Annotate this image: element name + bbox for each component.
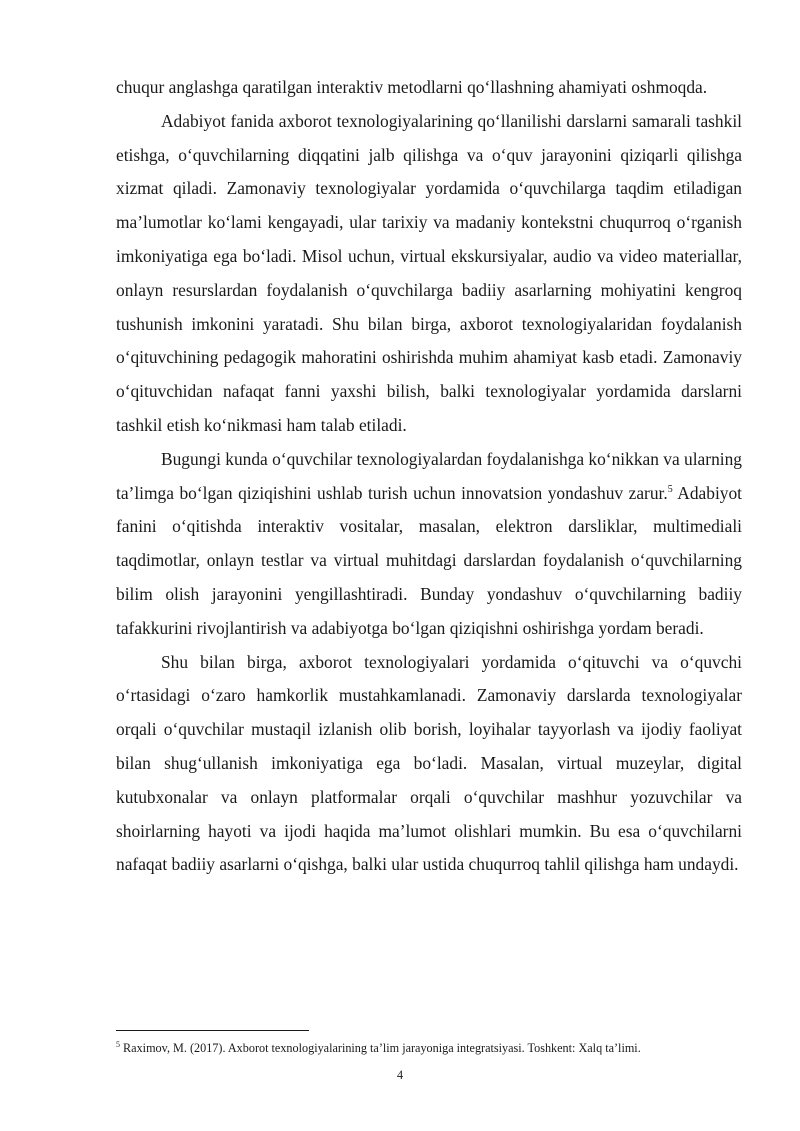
footnote-text: Raximov, M. (2017). Axborot texnologiyalarining ta’lim jarayoniga integratsiyasi. Toshkent: Xalq ta’limi. bbox=[120, 1041, 641, 1055]
footnote-separator bbox=[116, 1030, 309, 1031]
footnote-reference[interactable]: 5 bbox=[667, 483, 673, 495]
paragraph-bugungi-kunda bbox=[116, 443, 742, 646]
page-number: 4 bbox=[396, 1068, 404, 1082]
paragraph-continuation: chuqur anglashga qaratilgan interaktiv metodlarni qo‘llashning ahamiyati oshmoqda. bbox=[116, 77, 708, 97]
footnote-number: 5 bbox=[116, 1039, 120, 1049]
paragraph-text-after-ref: Adabiyot fanini o‘qitishda interaktiv vositalar, masalan, elektron darsliklar, multimediali taqdimotlar, onlayn testlar va virtual muhitdagi darslardan foydalanish o‘quvchilarning bilim olish jarayonini yengillashtiradi. Bunday yondashuv o‘quvchilarning badiiy tafakkurini rivojlantirish va adabiyotga bo‘lgan qiziqishni oshirishga yordam beradi. bbox=[116, 482, 742, 638]
paragraph-adabiyot-fanida: Adabiyot fanida axborot texnologiyalarining qo‘llanilishi darslarni samarali tashkil etishga, o‘quvchilarning diqqatini jalb qilishga va o‘quv jarayonini qiziqarli qilishga xizmat qiladi. Zamonaviy texnologiyalar yordamida o‘quvchilarga taqdim etiladigan ma’lumotlar ko‘lami kengayadi, ular tarixiy va madaniy kontekstni chuqurroq o‘rganish imkoniyatiga ega bo‘ladi. Misol uchun, virtual ekskursiyalar, audio va video materiallar, onlayn resurslardan foydalanish o‘quvchilarga badiiy asarlarning mohiyatini kengroq tushunish imkonini yaratadi. Shu bilan birga, axborot texnologiyalaridan foydalanish o‘qituvchining pedagogik mahoratini oshirishda muhim ahamiyat kasb etadi. Zamonaviy o‘qituvchidan nafaqat fanni yaxshi bilish, balki texnologiyalar yordamida darslarni tashkil etish ko‘nikmasi ham talab etiladi. bbox=[116, 110, 742, 435]
paragraph-text-before-ref: Bugungi kunda o‘quvchilar texnologiyalardan foydalanishga ko‘nikkan va ularning ta’limga bo‘lgan qiziqishini ushlab turish uchun innovatsion yondashuv zarur. bbox=[116, 448, 742, 503]
footnote bbox=[116, 1040, 756, 1056]
body-text bbox=[116, 71, 742, 882]
paragraph-shu-bilan-birga: Shu bilan birga, axborot texnologiyalari yordamida o‘qituvchi va o‘quvchi o‘rtasidagi o‘zaro hamkorlik mustahkamlanadi. Zamonaviy darslarda texnologiyalar orqali o‘quvchilar mustaqil izlanish olib borish, loyihalar tayyorlash va ijodiy faoliyat bilan shug‘ullanish imkoniyatiga ega bo‘ladi. Masalan, virtual muzeylar, digital kutubxonalar va onlayn platformalar orqali o‘quvchilar mashhur yozuvchilar va shoirlarning hayoti va ijodi haqida ma’lumot olishlari mumkin. Bu esa o‘quvchilarni nafaqat badiiy asarlarni o‘qishga, balki ular ustida chuqurroq tahlil qilishga ham undaydi. bbox=[116, 651, 742, 875]
